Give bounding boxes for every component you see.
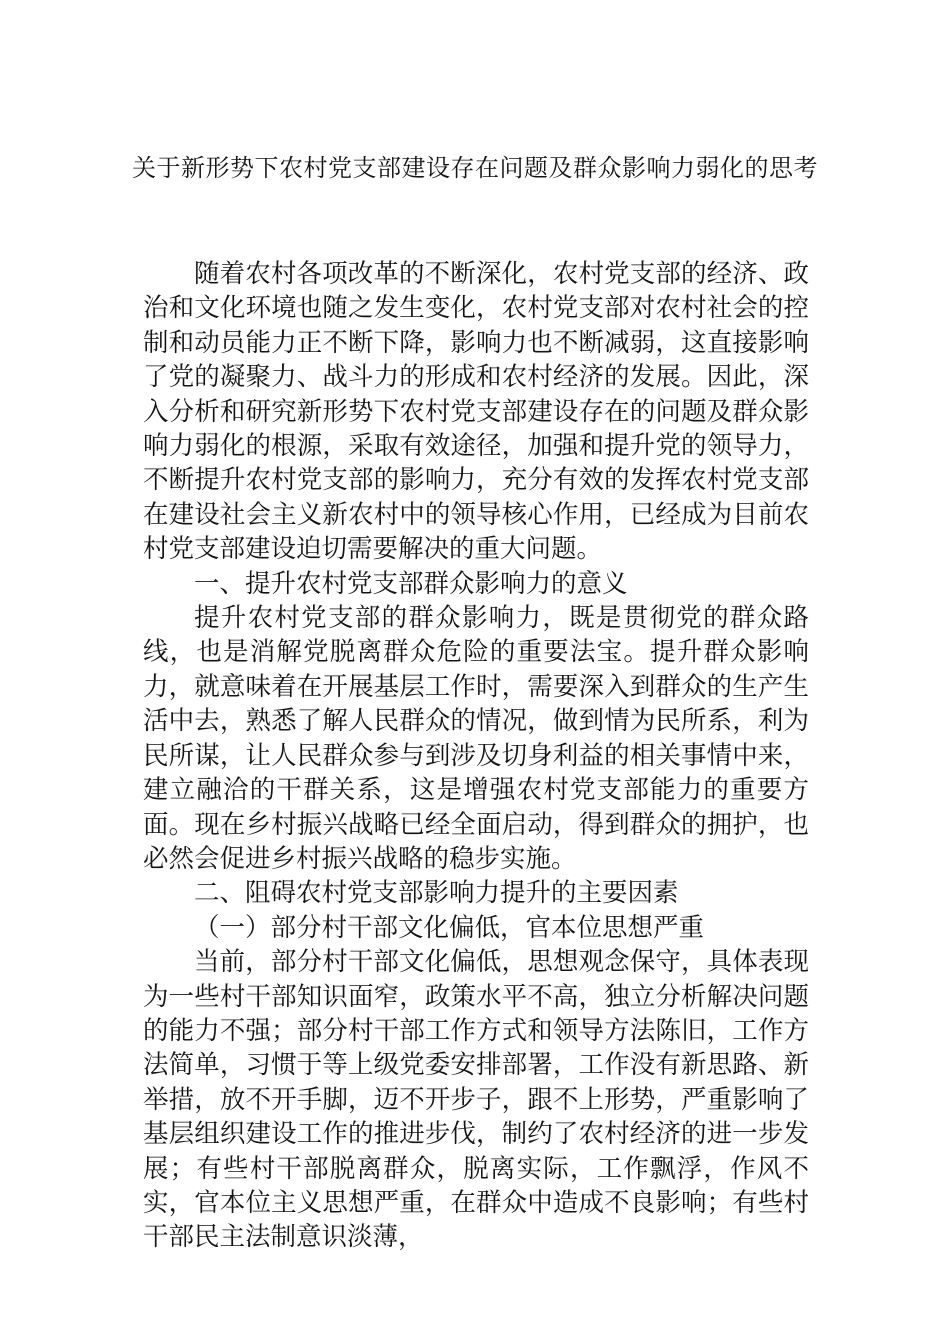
section-heading-1: 一、提升农村党支部群众影响力的意义 (194, 568, 628, 599)
document-body (143, 257, 809, 1255)
subsection-heading-1: （一）部分村干部文化偏低，官本位思想严重 (194, 912, 705, 943)
paragraph-significance: 提升农村党支部的群众影响力，既是贯彻党的群众路线，也是消解党脱离群众危险的重要法宝。提升群众影响力，就意味着在开展基层工作时，需要深入到群众的生产生活中去，熟悉了解人民群众的情况，做到情为民所系，利为民所谋，让人民群众参与到涉及切身利益的相关事情中来，建立融洽的干群关系，这是增强农村党支部能力的重要方面。现在乡村振兴战略已经全面启动，得到群众的拥护，也必然会促进乡村振兴战略的稳步实施。 (143, 603, 809, 874)
section-heading-2: 二、阻碍农村党支部影响力提升的主要因素 (194, 878, 679, 909)
paragraph-factors: 当前，部分村干部文化偏低，思想观念保守，具体表现为一些村干部知识面窄，政策水平不高，独立分析解决问题的能力不强；部分村干部工作方式和领导方法陈旧，工作方法简单，习惯于等上级党委安排部署，工作没有新思路、新举措，放不开手脚，迈不开步子，跟不上形势，严重影响了基层组织建设工作的推进步伐，制约了农村经济的进一步发展；有些村干部脱离群众，脱离实际，工作飘浮，作风不实，官本位主义思想严重，在群众中造成不良影响；有些村干部民主法制意识淡薄， (143, 947, 809, 1253)
document-title: 关于新形势下农村党支部建设存在问题及群众影响力弱化的思考 (132, 154, 818, 182)
paragraph-intro: 随着农村各项改革的不断深化，农村党支部的经济、政治和文化环境也随之发生变化，农村党支部对农村社会的控制和动员能力正不断下降，影响力也不断减弱，这直接影响了党的凝聚力、战斗力的形成和农村经济的发展。因此，深入分析和研究新形势下农村党支部建设存在的问题及群众影响力弱化的根源，采取有效途径，加强和提升党的领导力，不断提升农村党支部的影响力，充分有效的发挥农村党支部在建设社会主义新农村中的领导核心作用，已经成为目前农村党支部建设迫切需要解决的重大问题。 (143, 259, 809, 565)
